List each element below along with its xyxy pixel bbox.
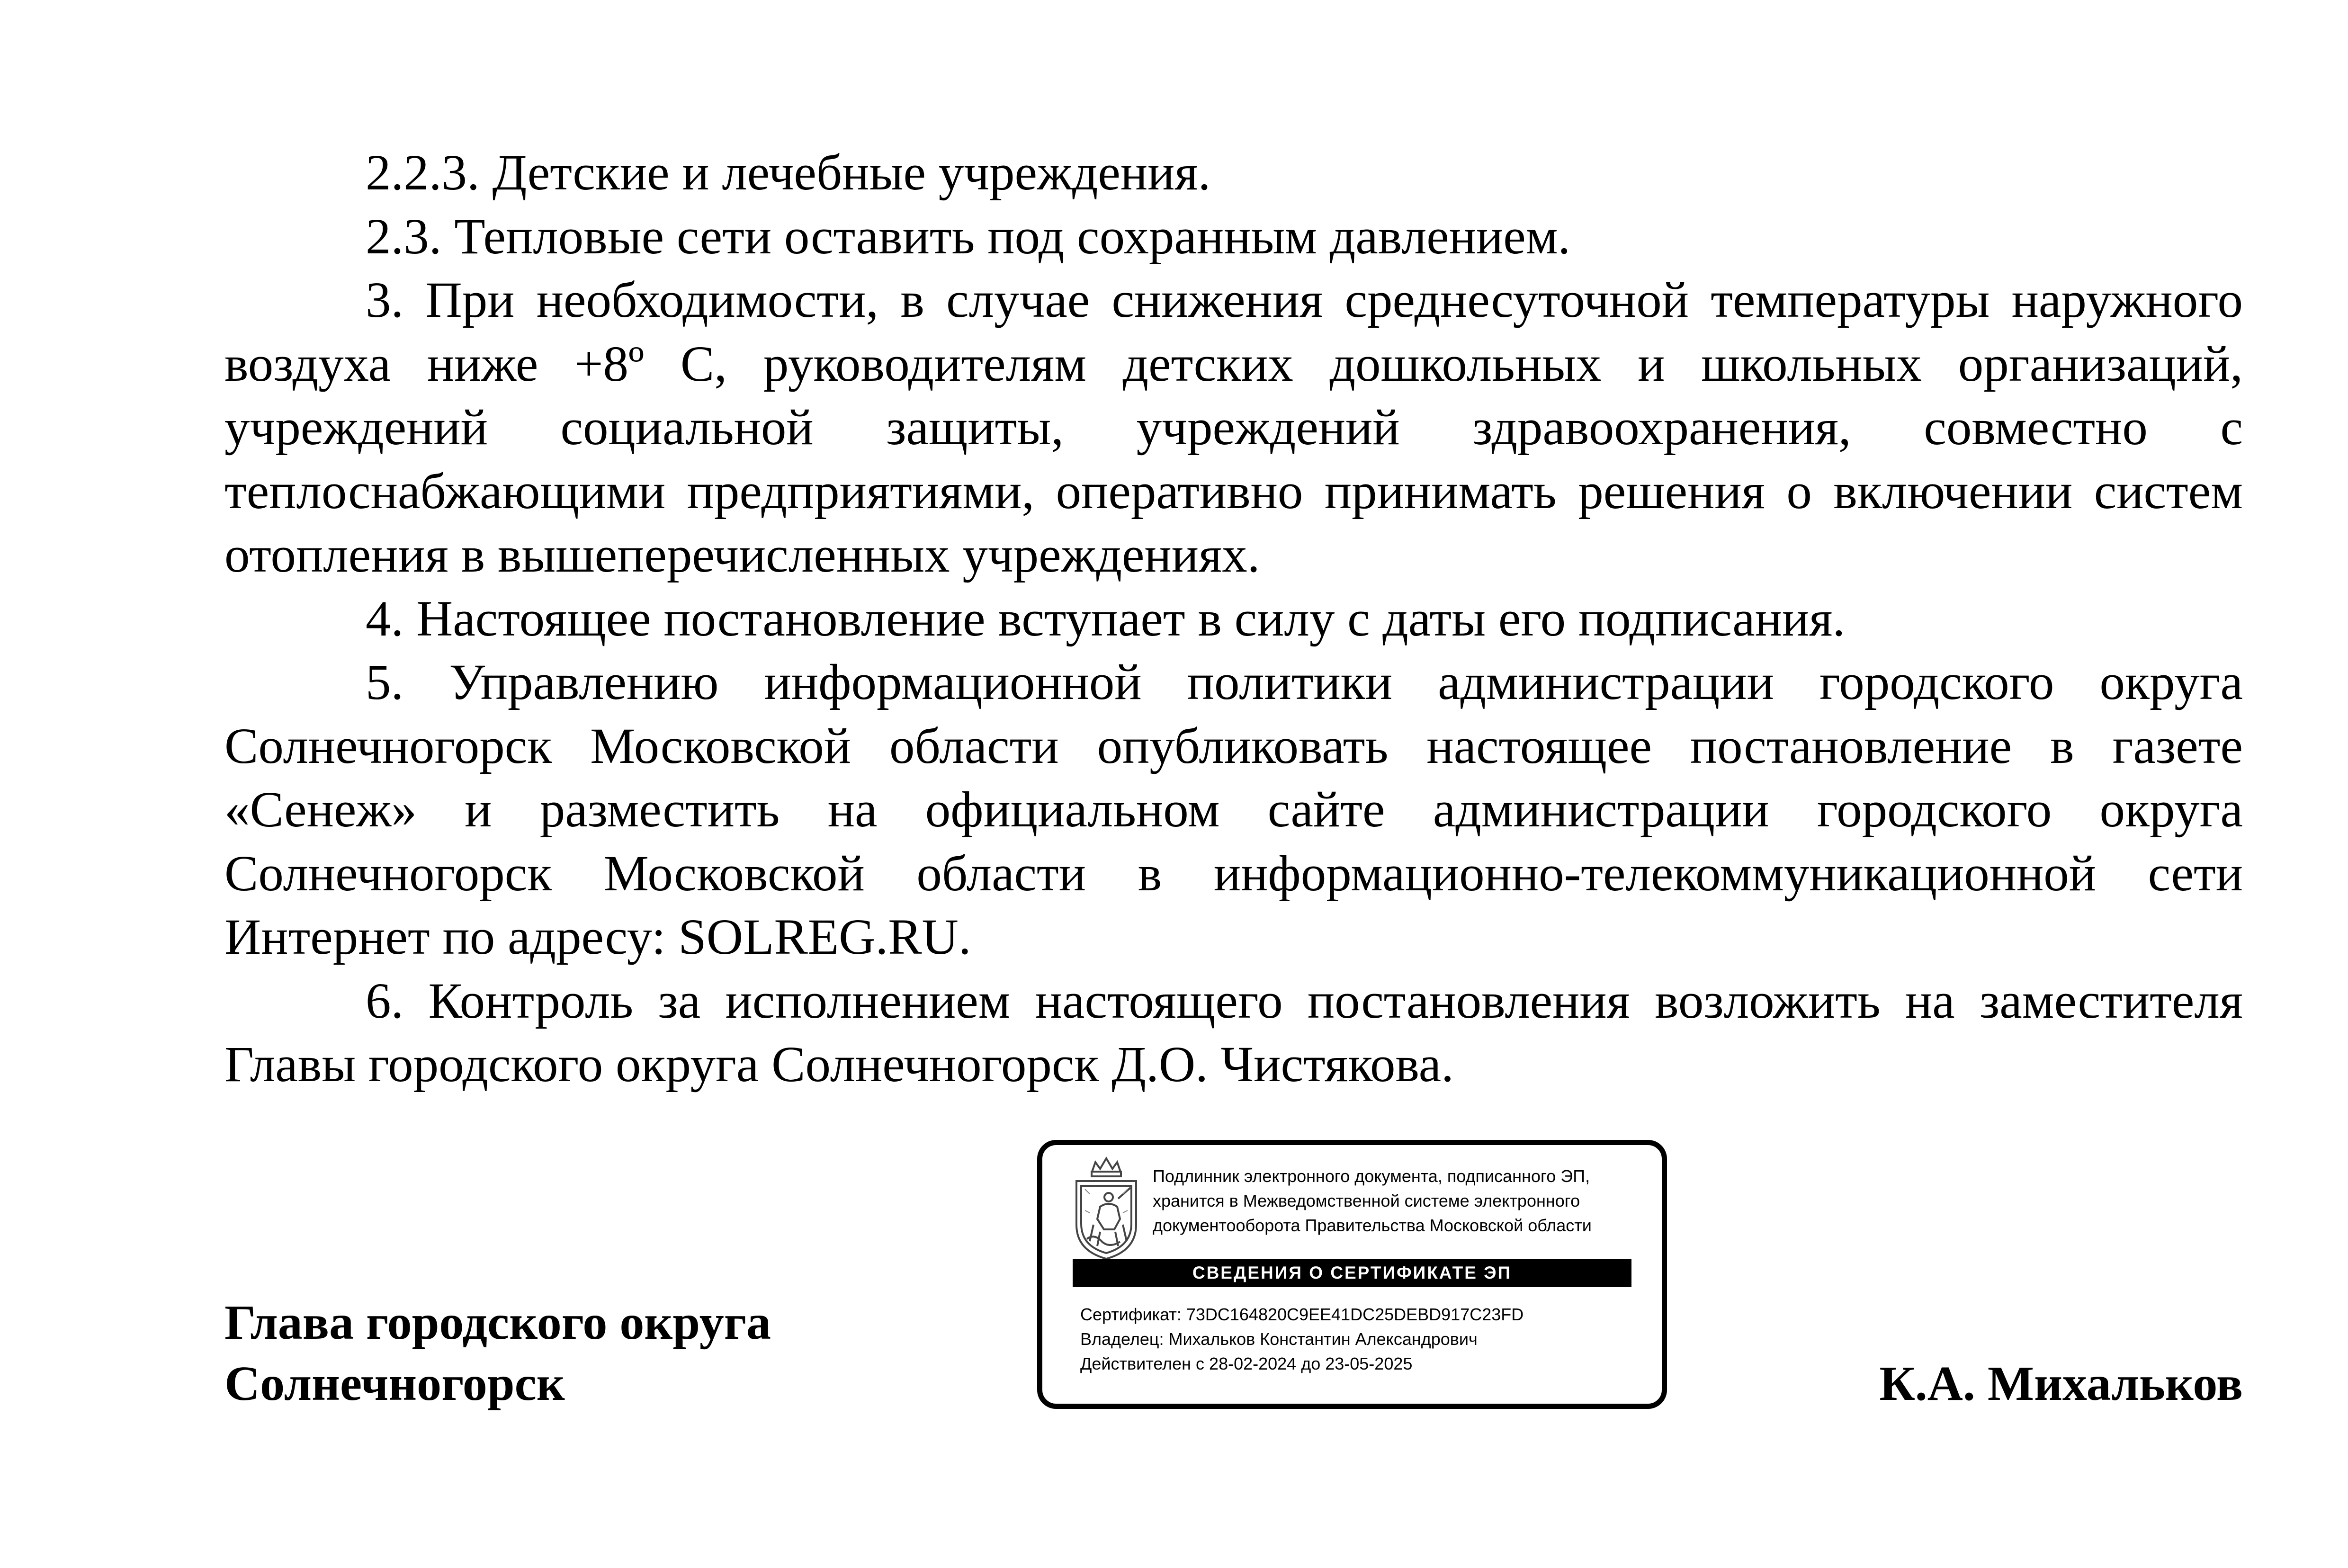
moscow-oblast-coat-of-arms-icon: [1071, 1154, 1142, 1263]
stamp-header-line2: хранится в Межведомственной системе электронного: [1153, 1191, 1580, 1210]
certificate-number: Сертификат: 73DC164820C9EE41DC25DEBD917C23FD: [1080, 1305, 1524, 1324]
stamp-header-line1: Подлинник электронного документа, подписанного ЭП,: [1153, 1166, 1590, 1186]
paragraph-6: 6. Контроль за исполнением настоящего постановления возложить на заместителя Главы городского округа Солнечногорск Д.О. Чистякова.: [224, 973, 2243, 1093]
certificate-owner: Владелец: Михальков Константин Александрович: [1080, 1329, 1478, 1349]
certificate-validity: Действителен с 28-02-2024 до 23-05-2025: [1080, 1354, 1413, 1373]
paragraph-2-2-3: 2.2.3. Детские и лечебные учреждения.: [366, 145, 1211, 201]
paragraph-4: 4. Настоящее постановление вступает в силу с даты его подписания.: [366, 591, 1846, 647]
electronic-signature-stamp: [1037, 1140, 1667, 1409]
paragraph-3: 3. При необходимости, в случае снижения среднесуточной температуры наружного воздуха ниже +8º С, руководителям детских дошкольных и школьных организаций, учреждений социальной защиты, учреждений здравоохранения, совместно с теплоснабжающими предприятиями, оперативно принимать решения о включении систем отопления в вышеперечисленных учреждениях.: [224, 272, 2243, 583]
paragraph-2-3: 2.3. Тепловые сети оставить под сохранным давлением.: [366, 208, 1571, 265]
signer-title-line2: Солнечногорск: [224, 1356, 565, 1411]
stamp-header-line3: документооборота Правительства Московской области: [1153, 1216, 1592, 1235]
certificate-details: [1080, 1302, 1524, 1376]
signer-title-line1: Глава городского округа: [224, 1295, 771, 1350]
signer-title: [224, 1292, 1030, 1414]
document-body: [224, 141, 2243, 1097]
paragraph-5: 5. Управлению информационной политики администрации городского округа Солнечногорск Московской области опубликовать настоящее постановление в газете «Сенеж» и разместить на официальном сайте администрации городского округа Солнечногорск Московской области в информационно-телекоммуникационной сети Интернет по адресу: SOLREG.RU.: [224, 654, 2243, 965]
stamp-header: [1153, 1164, 1669, 1238]
certificate-info-banner: СВЕДЕНИЯ О СЕРТИФИКАТЕ ЭП: [1073, 1259, 1631, 1287]
signer-name: К.А. Михальков: [1879, 1356, 2243, 1411]
